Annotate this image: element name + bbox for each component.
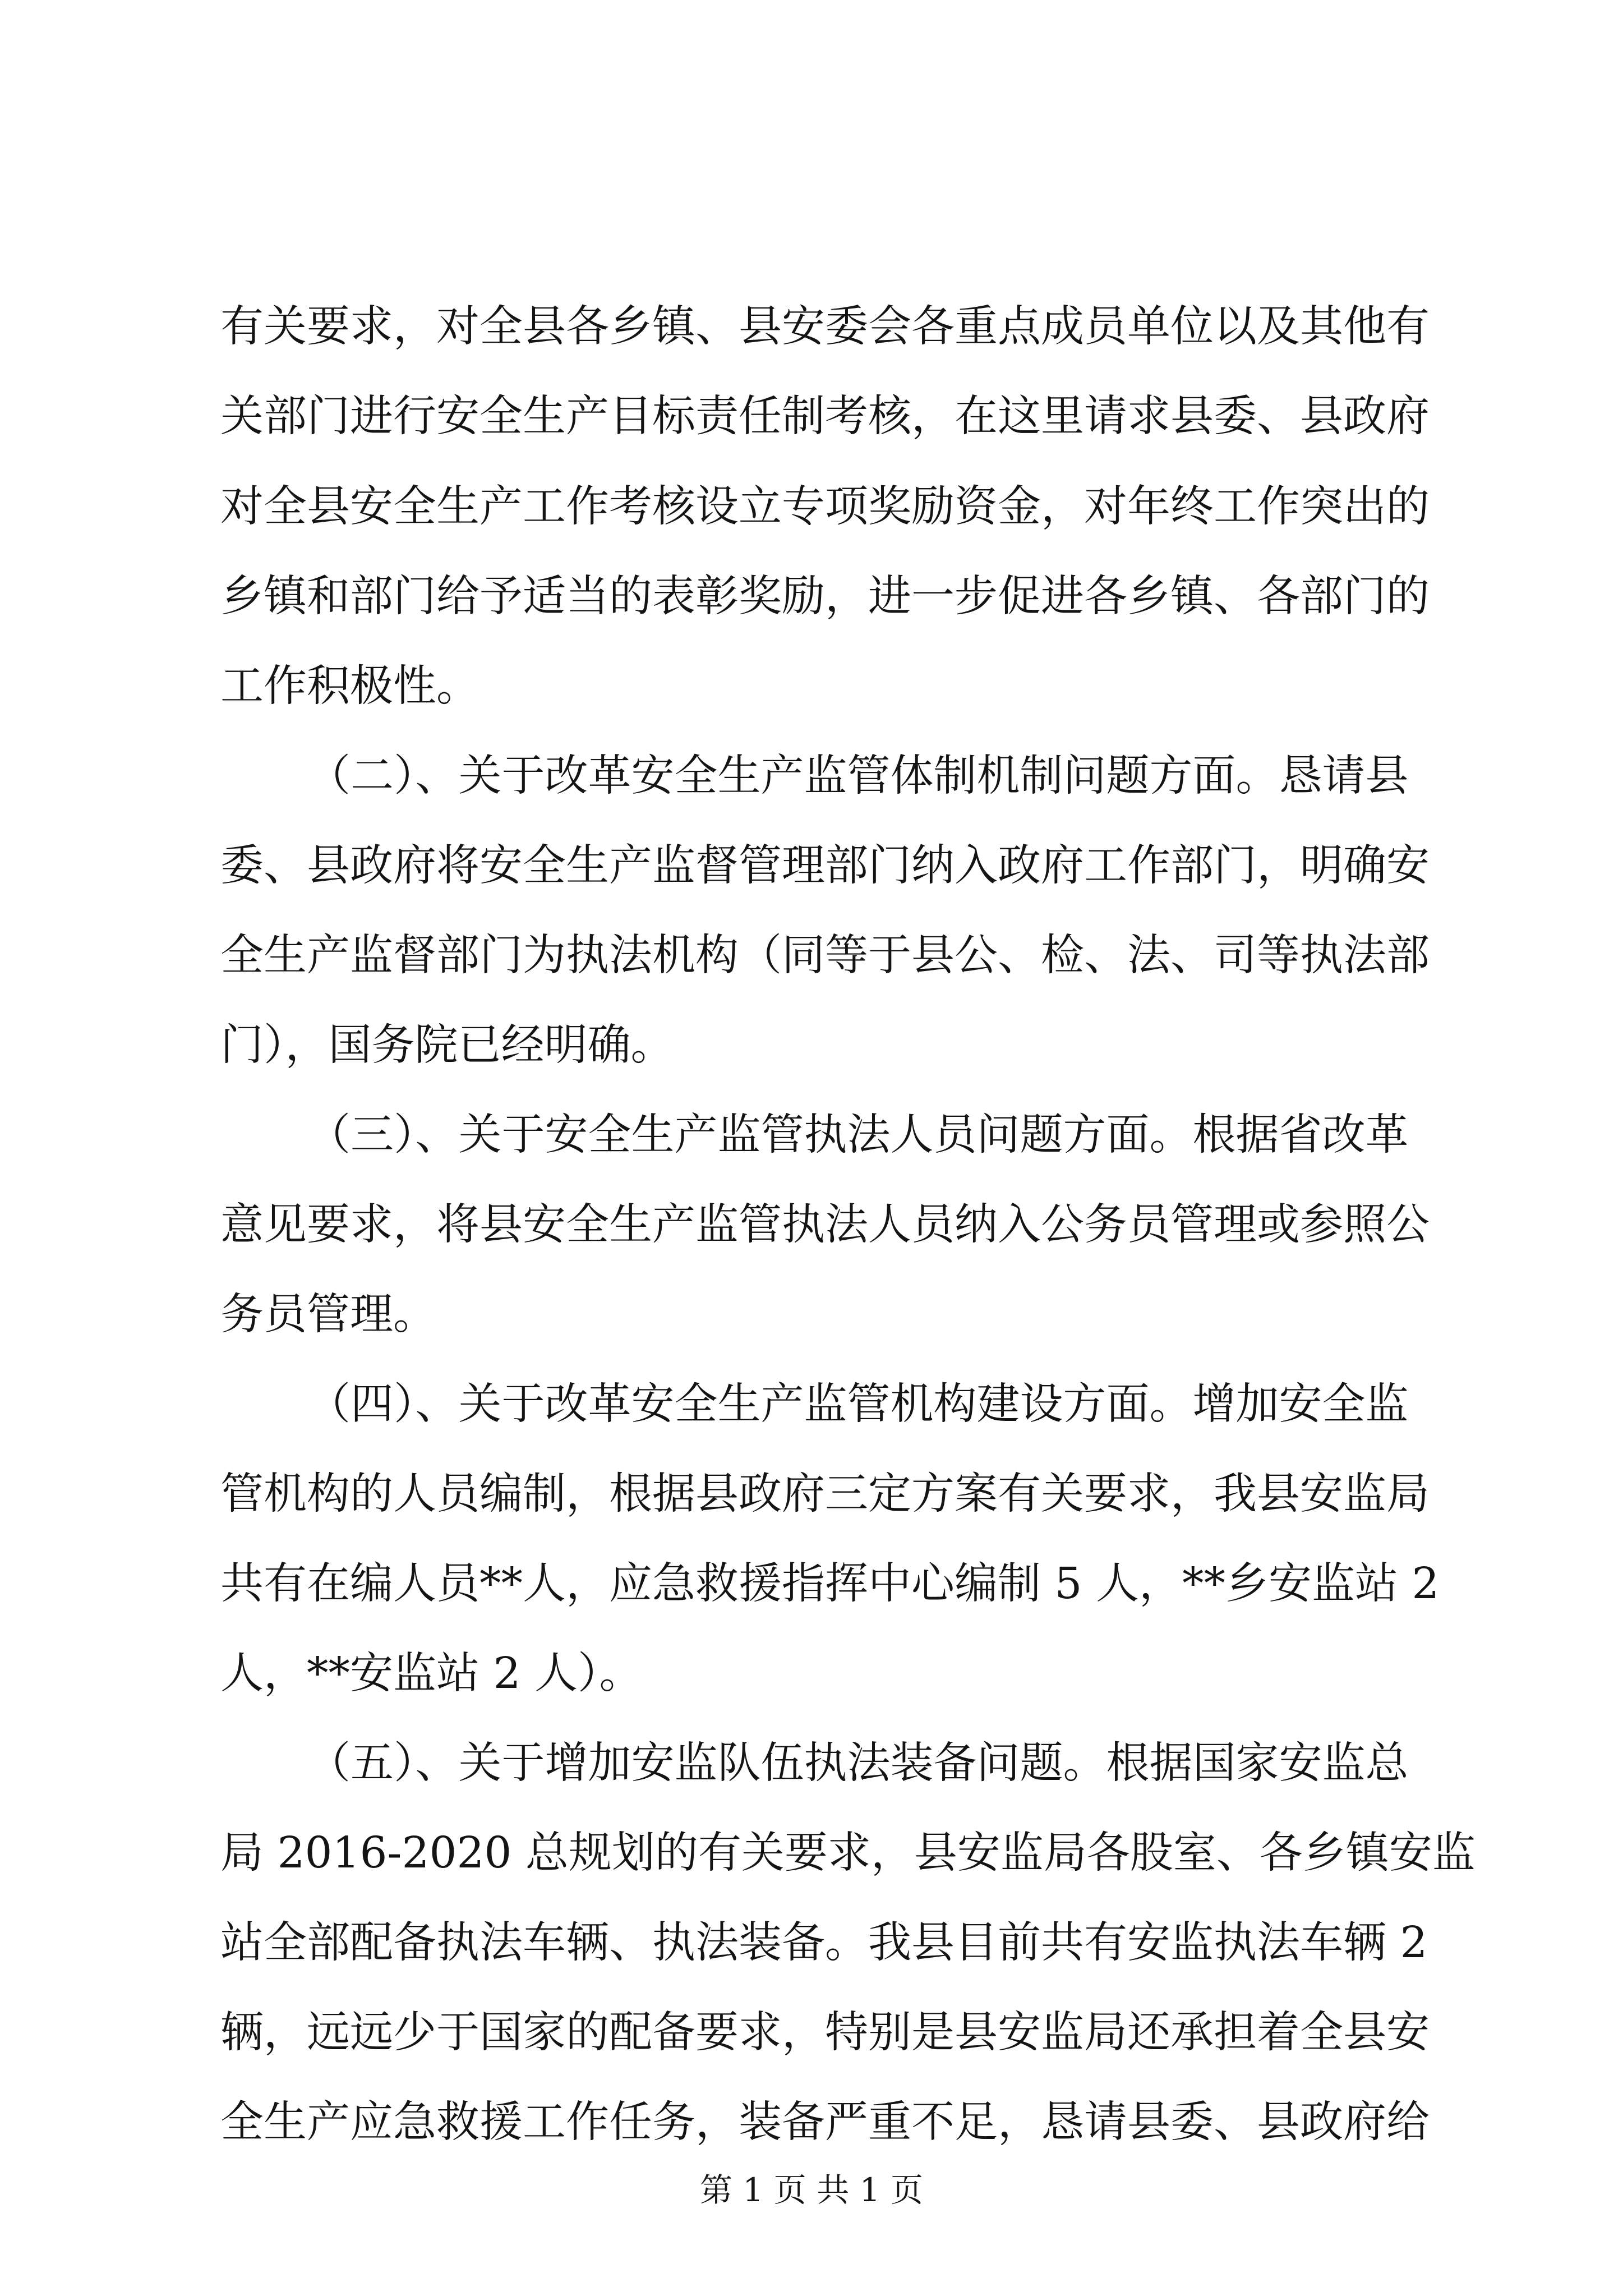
- page-footer: 第 1 页 共 1 页: [700, 2171, 923, 2209]
- text-line: 人，**安监站 2 人）。: [220, 1649, 643, 1699]
- text-line: 对全县安全生产工作考核设立专项奖励资金，对年终工作突出的: [220, 482, 1430, 532]
- text-line: 有关要求，对全县各乡镇、县安委会各重点成员单位以及其他有: [220, 302, 1430, 352]
- text-line: 全生产监督部门为执法机构（同等于县公、检、法、司等执法部: [220, 931, 1430, 981]
- text-line: 关部门进行安全生产目标责任制考核，在这里请求县委、县政府: [220, 392, 1430, 441]
- text-line: 管机构的人员编制，根据县政府三定方案有关要求，我县安监局: [220, 1469, 1430, 1519]
- text-line: 共有在编人员**人，应急救援指挥中心编制 5 人，**乡安监站 2: [220, 1559, 1440, 1609]
- text-line: 工作积极性。: [220, 661, 479, 711]
- text-line: 委、县政府将安全生产监督管理部门纳入政府工作部门，明确安: [220, 841, 1430, 891]
- text-line: 门），国务院已经明确。: [220, 1020, 674, 1070]
- text-line: 站全部配备执法车辆、执法装备。我县目前共有安监执法车辆 2: [220, 1918, 1428, 1968]
- text-line: 局 2016-2020 总规划的有关要求，县安监局各股室、各乡镇安监: [220, 1828, 1476, 1878]
- text-line: 务员管理。: [220, 1290, 436, 1340]
- paragraph-heading-5: （五）、关于增加安监队伍执法装备问题。根据国家安监总: [307, 1738, 1409, 1788]
- text-line: 全生产应急救援工作任务，装备严重不足，恳请县委、县政府给: [220, 2097, 1430, 2147]
- paragraph-heading-3: （三）、关于安全生产监管执法人员问题方面。根据省改革: [307, 1110, 1409, 1160]
- text-line: 辆，远远少于国家的配备要求，特别是县安监局还承担着全县安: [220, 2008, 1430, 2058]
- paragraph-heading-4: （四）、关于改革安全生产监管机构建设方面。增加安全监: [307, 1379, 1409, 1429]
- text-line: 乡镇和部门给予适当的表彰奖励，进一步促进各乡镇、各部门的: [220, 572, 1430, 622]
- text-line: 意见要求，将县安全生产监管执法人员纳入公务员管理或参照公: [220, 1200, 1430, 1250]
- paragraph-heading-2: （二）、关于改革安全生产监管体制机制问题方面。恳请县: [307, 751, 1409, 801]
